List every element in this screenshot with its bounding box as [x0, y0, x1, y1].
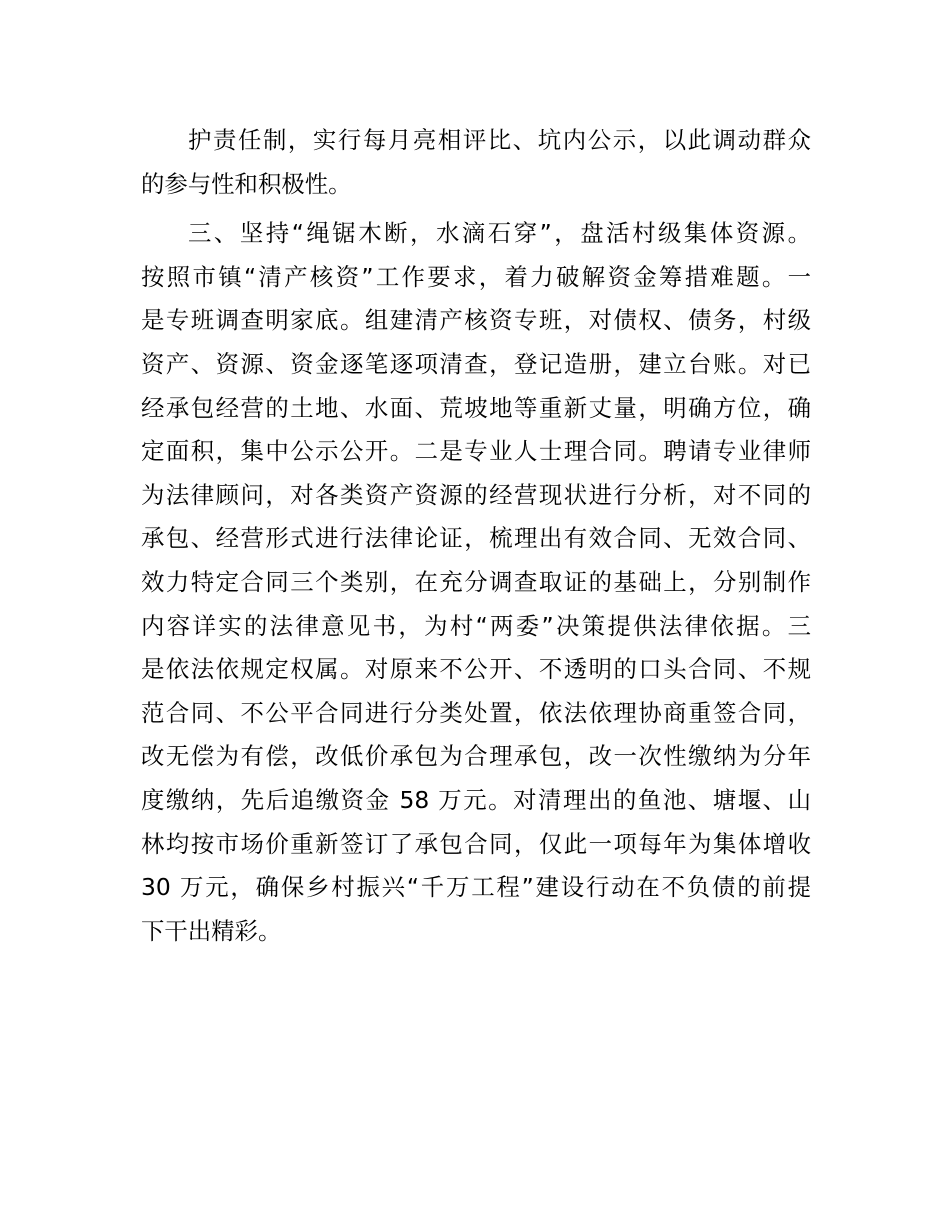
paragraph-2-line-17: 下干出精彩。	[141, 916, 282, 945]
paragraph-2-line-13: 改无偿为有偿，改低价承包为合理承包，改一次性缴纳为分年	[141, 742, 811, 771]
document-body	[141, 119, 811, 953]
paragraph-2-line-11: 是依法依规定权属。对原来不公开、不透明的口头合同、不规	[141, 655, 811, 684]
paragraph-2-line-8: 承包、经营形式进行法律论证，梳理出有效合同、无效合同、	[141, 524, 811, 553]
paragraph-2-line-15: 林均按市场价重新签订了承包合同，仅此一项每年为集体增收	[141, 829, 811, 858]
paragraph-2-line-6: 定面积，集中公示公开。二是专业人士理合同。聘请专业律师	[141, 437, 811, 466]
paragraph-1-line-1: 护责任制，实行每月亮相评比、坑内公示，以此调动群众	[188, 126, 811, 154]
paragraph-2-line-12: 范合同、不公平合同进行分类处置，依法依理协商重签合同，	[141, 698, 811, 727]
paragraph-2-line-4: 资产、资源、资金逐笔逐项清查，登记造册，建立台账。对已	[141, 349, 811, 378]
paragraph-2-line-5: 经承包经营的土地、水面、荒坡地等重新丈量，明确方位，确	[141, 393, 811, 422]
paragraph-2-line-16: 30 万元，确保乡村振兴“千万工程”建设行动在不负债的前提	[141, 873, 811, 902]
paragraph-2-line-3: 是专班调查明家底。组建清产核资专班，对债权、债务，村级	[141, 306, 811, 335]
paragraph-2-line-10: 内容详实的法律意见书，为村“两委”决策提供法律依据。三	[141, 611, 811, 640]
paragraph-2-line-14: 度缴纳，先后追缴资金 58 万元。对清理出的鱼池、塘堰、山	[141, 785, 811, 814]
paragraph-1	[141, 119, 811, 206]
paragraph-2-line-1: 三、坚持“绳锯木断，水滴石穿”，盘活村级集体资源。	[188, 219, 811, 248]
paragraph-2-line-2: 按照市镇“清产核资”工作要求，着力破解资金筹措难题。一	[141, 262, 811, 291]
paragraph-2	[141, 212, 811, 953]
paragraph-1-line-2: 的参与性和积极性。	[141, 169, 352, 198]
paragraph-2-line-9: 效力特定合同三个类别，在充分调查取证的基础上，分别制作	[141, 567, 811, 596]
paragraph-2-line-7: 为法律顾问，对各类资产资源的经营现状进行分析，对不同的	[141, 480, 811, 509]
